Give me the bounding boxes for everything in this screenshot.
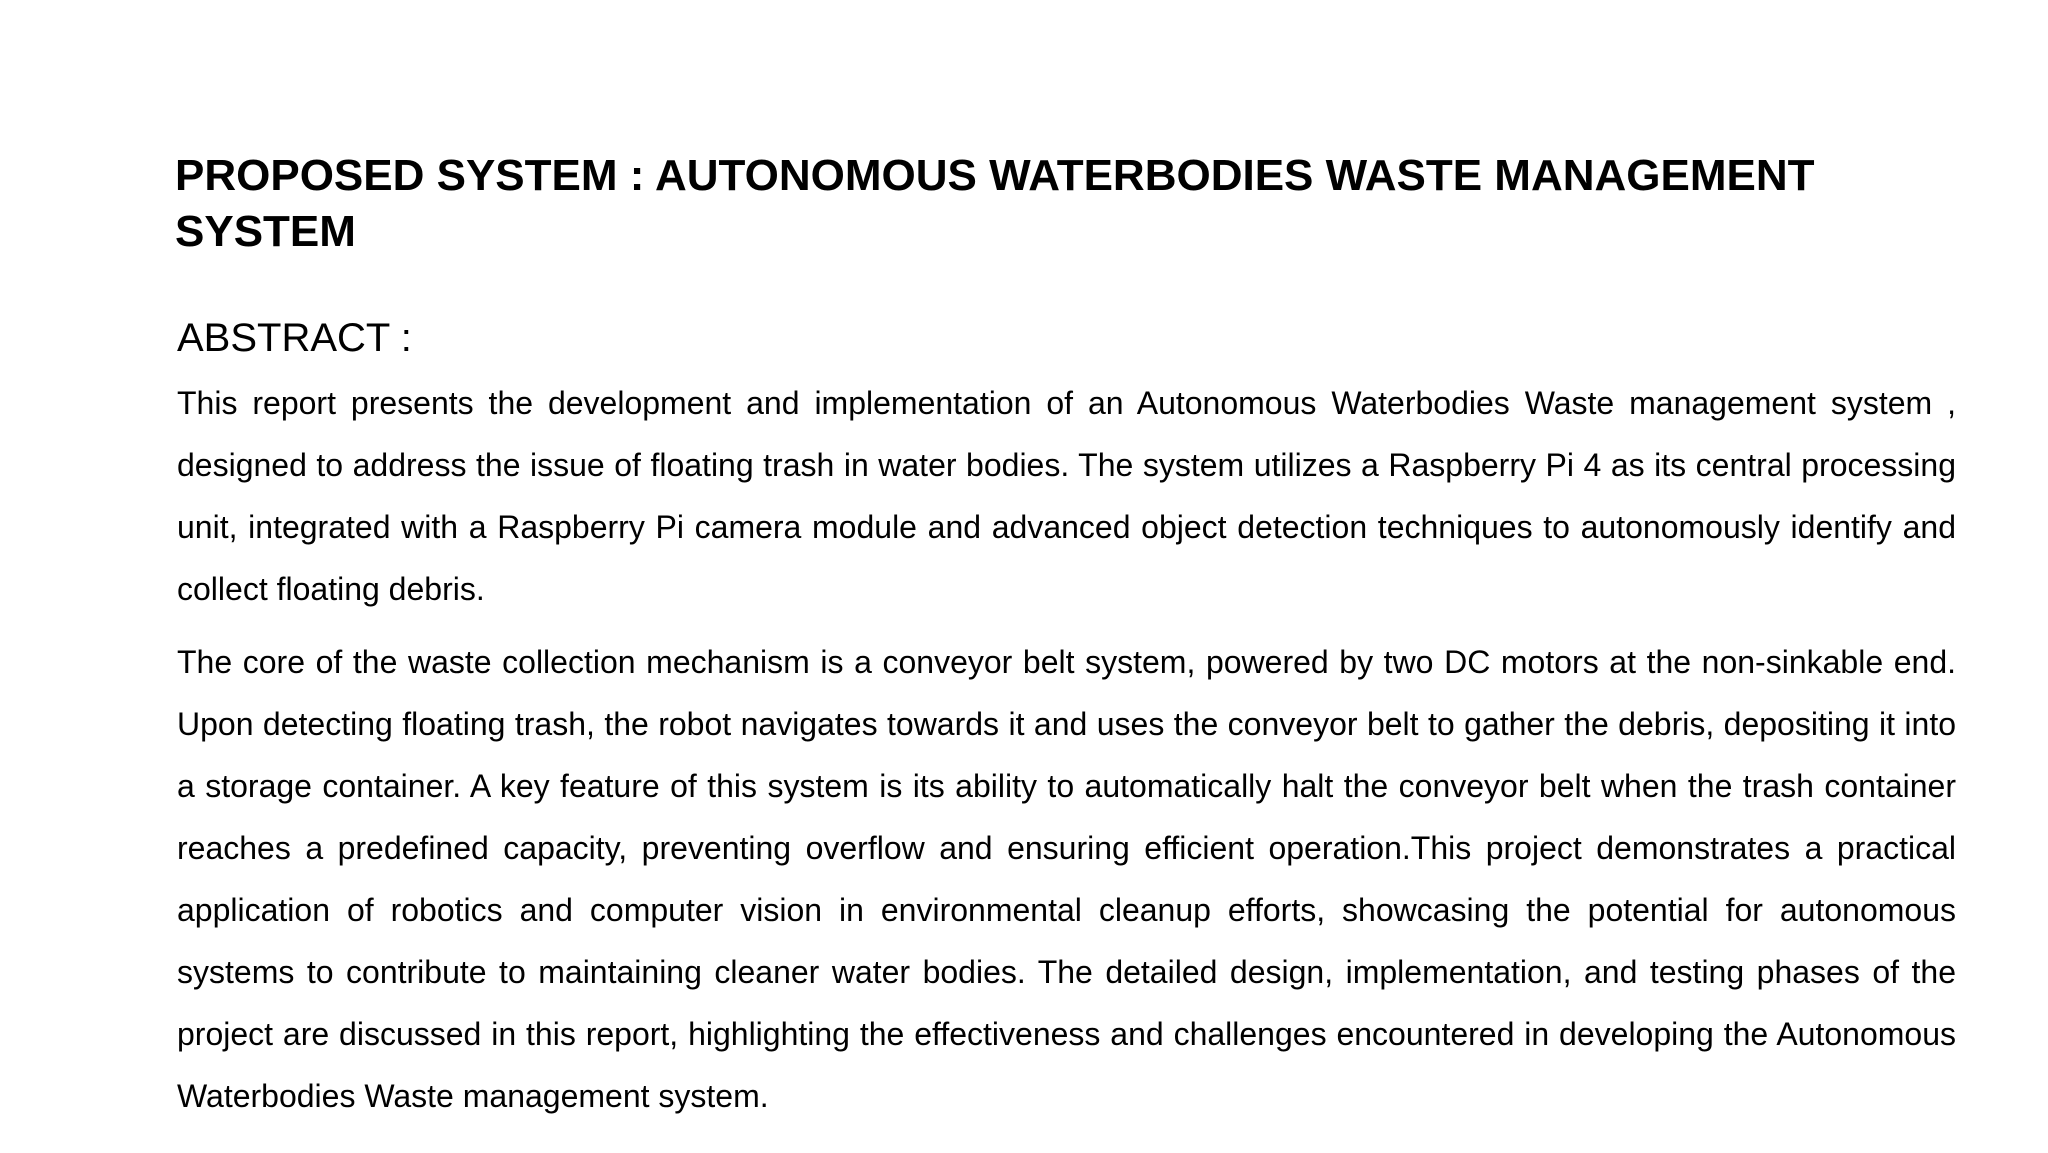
abstract-paragraph-1: This report presents the development and implementation of an Autonomous Waterbodies Waste management system , designed to address the issue of floating trash in water bodies. The system utilizes a Raspberry Pi 4 as its central processing unit, integrated with a Raspberry Pi camera module and advanced object detection techniques to autonomously identify and collect floating debris. [177,385,1956,607]
document-title: PROPOSED SYSTEM : AUTONOMOUS WATERBODIES WASTE MANAGEMENT SYSTEM [175,151,1815,256]
abstract-heading: ABSTRACT : [177,316,412,360]
abstract-paragraph-2: The core of the waste collection mechanism is a conveyor belt system, powered by two DC motors at the non-sinkable end. Upon detecting floating trash, the robot navigates towards it and uses the conveyor belt to gather the debris, depositing it into a storage container. A key feature of this system is its ability to automatically halt the conveyor belt when the trash container reaches a predefined capacity, preventing overflow and ensuring efficient operation.This project demonstrates a practical application of robotics and computer vision in environmental cleanup efforts, showcasing the potential for autonomous systems to contribute to maintaining cleaner water bodies. The detailed design, implementation, and testing phases of the project are discussed in this report, highlighting the effectiveness and challenges encountered in developing the Autonomous Waterbodies Waste management system. [177,644,1956,1114]
